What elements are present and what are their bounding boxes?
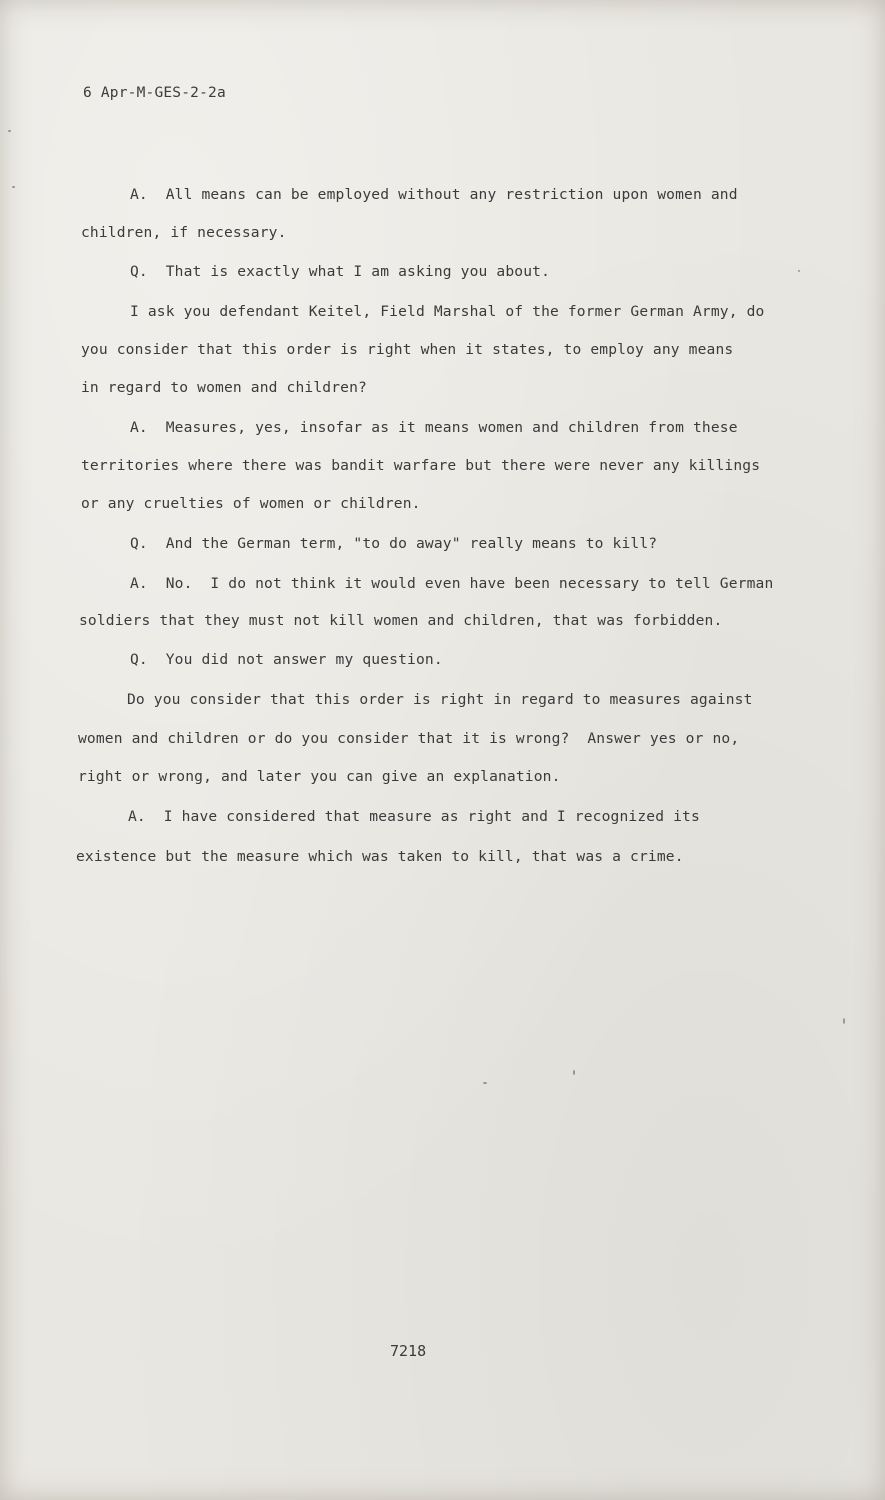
paper-speck xyxy=(798,270,800,272)
text-line: existence but the measure which was taken to kill, that was a crime. xyxy=(76,848,684,865)
text-line: soldiers that they must not kill women and children, that was forbidden. xyxy=(79,612,723,629)
paper-speck xyxy=(483,1082,487,1084)
text-line: Q. And the German term, "to do away" really means to kill? xyxy=(130,535,658,552)
text-line: territories where there was bandit warfare but there were never any killings xyxy=(81,457,761,474)
page-number: 7218 xyxy=(390,1342,427,1360)
text-line: women and children or do you consider that it is wrong? Answer yes or no, xyxy=(78,730,740,747)
text-line: A. I have considered that measure as right and I recognized its xyxy=(128,808,700,825)
text-line: children, if necessary. xyxy=(81,224,287,241)
text-line: Q. That is exactly what I am asking you about. xyxy=(130,263,551,280)
paper-speck xyxy=(843,1018,845,1024)
text-line: or any cruelties of women or children. xyxy=(81,495,421,512)
paper-speck xyxy=(573,1070,575,1075)
paper-speck xyxy=(12,186,15,188)
document-header-id: 6 Apr-M-GES-2-2a xyxy=(83,85,226,101)
paper-speck xyxy=(8,130,11,132)
text-line: A. All means can be employed without any restriction upon women and xyxy=(130,186,738,203)
text-line: Q. You did not answer my question. xyxy=(130,651,443,668)
text-line: in regard to women and children? xyxy=(81,379,367,396)
text-line: you consider that this order is right when it states, to employ any means xyxy=(81,341,734,358)
text-line: Do you consider that this order is right in regard to measures against xyxy=(127,691,753,708)
text-line: A. No. I do not think it would even have been necessary to tell German xyxy=(130,575,774,592)
text-line: right or wrong, and later you can give an explanation. xyxy=(78,768,561,785)
text-line: I ask you defendant Keitel, Field Marshal of the former German Army, do xyxy=(130,303,765,320)
text-line: A. Measures, yes, insofar as it means women and children from these xyxy=(130,419,738,436)
